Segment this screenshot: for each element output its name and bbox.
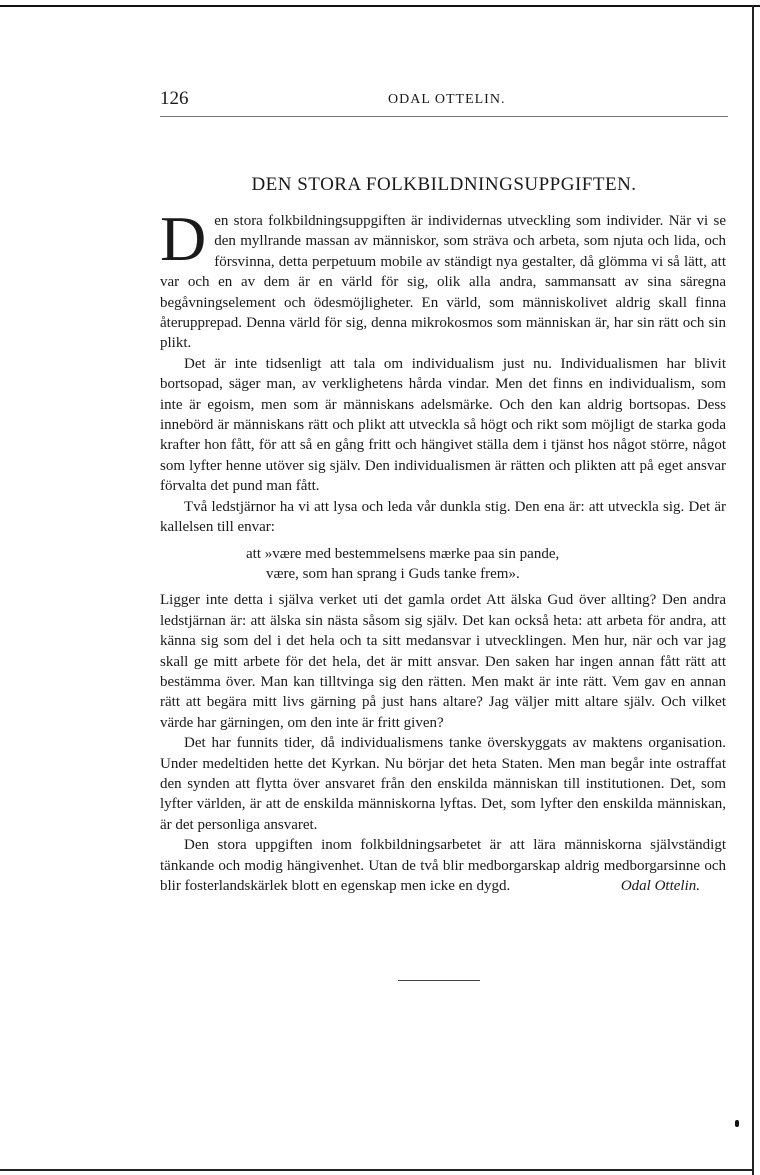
- author-signature: Odal Ottelin.: [620, 878, 700, 894]
- paragraph-1-text: en stora folkbildningsuppgiften är individernas utveckling som individer. När vi se den myllrande massan av människor, som sträva och arbeta, som njuta och lida, och försvinna, detta perpetuum mobile av ständigt nya gestalter, då glömma vi så lätt, att var och en av dem är en värld för sig, olik alla andra, sammansatt av sina säregna begåvningselement och ödesmöjligheter. En värld, som människolivet aldrig skall finna återupprepad. Denna värld för sig, denna mikrokosmos som människan är, har sin rätt och sin plikt.: [160, 213, 726, 352]
- paragraph-2: Det är inte tidsenligt att tala om individualism just nu. Individualismen har blivit bortsopad, säger man, av verklighetens hårda vindar. Men det finns en individualism, som inte är egoism, men som är människans adelsmärke. Och den kan aldrig bortsopas. Dess innebörd är människans rätt och plikt att utveckla så högt och rikt som möjligt de starka goda krafter hon fått, för att så en gång fritt och hängivet ställa dem i tjänst hos något större, något som lyfter henne utöver sig själv. Den individualismen är rätten och plikten att på eget ansvar förvalta det pund man fått.: [160, 355, 726, 495]
- article-title: DEN STORA FOLKBILDNINGSUPPGIFTEN.: [251, 174, 637, 195]
- paragraph-4: Ligger inte detta i själva verket uti det gamla ordet Att älska Gud över allting? Den andra ledstjärnan är: att älska sin nästa såsom sig själv. Det kan också heta: att arbeta för andra, att känna sig som del i det hela och ta sitt medansvar i utvecklingen. Men hur, när och var jag skall ge mitt arbete för det hela, det är mitt ansvar. Den saken har ingen annan fått rätt att bestämma över. Man kan tilltvinga sig den rätten. Men makt är inte rätt. Vem gav en annan rätt att begära mitt livs gärning på just hans altare? Jag väljer mitt altare själv. Och vilket värde har gärningen, om den inte är fritt given?: [160, 592, 726, 731]
- end-rule: [398, 980, 480, 981]
- quote-line-2: være, som han sprang i Guds tanke frem».: [266, 565, 520, 582]
- drop-cap: D: [160, 203, 207, 274]
- quote-line-1: att »være med bestemmelsens mærke paa sin pande,: [246, 545, 560, 562]
- header-rule: [160, 116, 728, 117]
- article-body: [160, 203, 726, 896]
- verse-quote: [246, 544, 726, 585]
- scan-edge-bottom: [0, 1169, 754, 1171]
- paragraph-3: Två ledstjärnor ha vi att lysa och leda vår dunkla stig. Den ena är: att utveckla sig. Det är kallelsen till envar:: [160, 498, 726, 536]
- scan-speck: [735, 1120, 739, 1127]
- scan-edge-top: [0, 5, 760, 7]
- scan-edge-right: [752, 5, 754, 1175]
- running-head: ODAL OTTELIN.: [388, 92, 506, 107]
- paragraph-6-text: Den stora uppgiften inom folkbildningsarbetet är att lära människorna självständigt tänkande och modig hängivenhet. Utan de två blir medborgarskap aldrig medborgarsinne och blir fosterlandskärlek blott en egenskap men icke en dygd.: [160, 837, 726, 894]
- paragraph-1: [160, 203, 726, 354]
- paragraph-5: Det har funnits tider, då individualismens tanke överskyggats av maktens organisation. Under medeltiden hette det Kyrkan. Nu börjar det heta Staten. Men man begår inte ostraffat den synden att flytta över ansvaret från den enskilda människan till institutionen. Det, som lyfter världen, är att de enskilda människorna lyftas. Det, som lyfter den enskilda människan, är det personliga ansvaret.: [160, 735, 726, 833]
- paragraph-6: [160, 835, 726, 896]
- page-number: 126: [160, 88, 189, 109]
- page-header: [160, 88, 728, 112]
